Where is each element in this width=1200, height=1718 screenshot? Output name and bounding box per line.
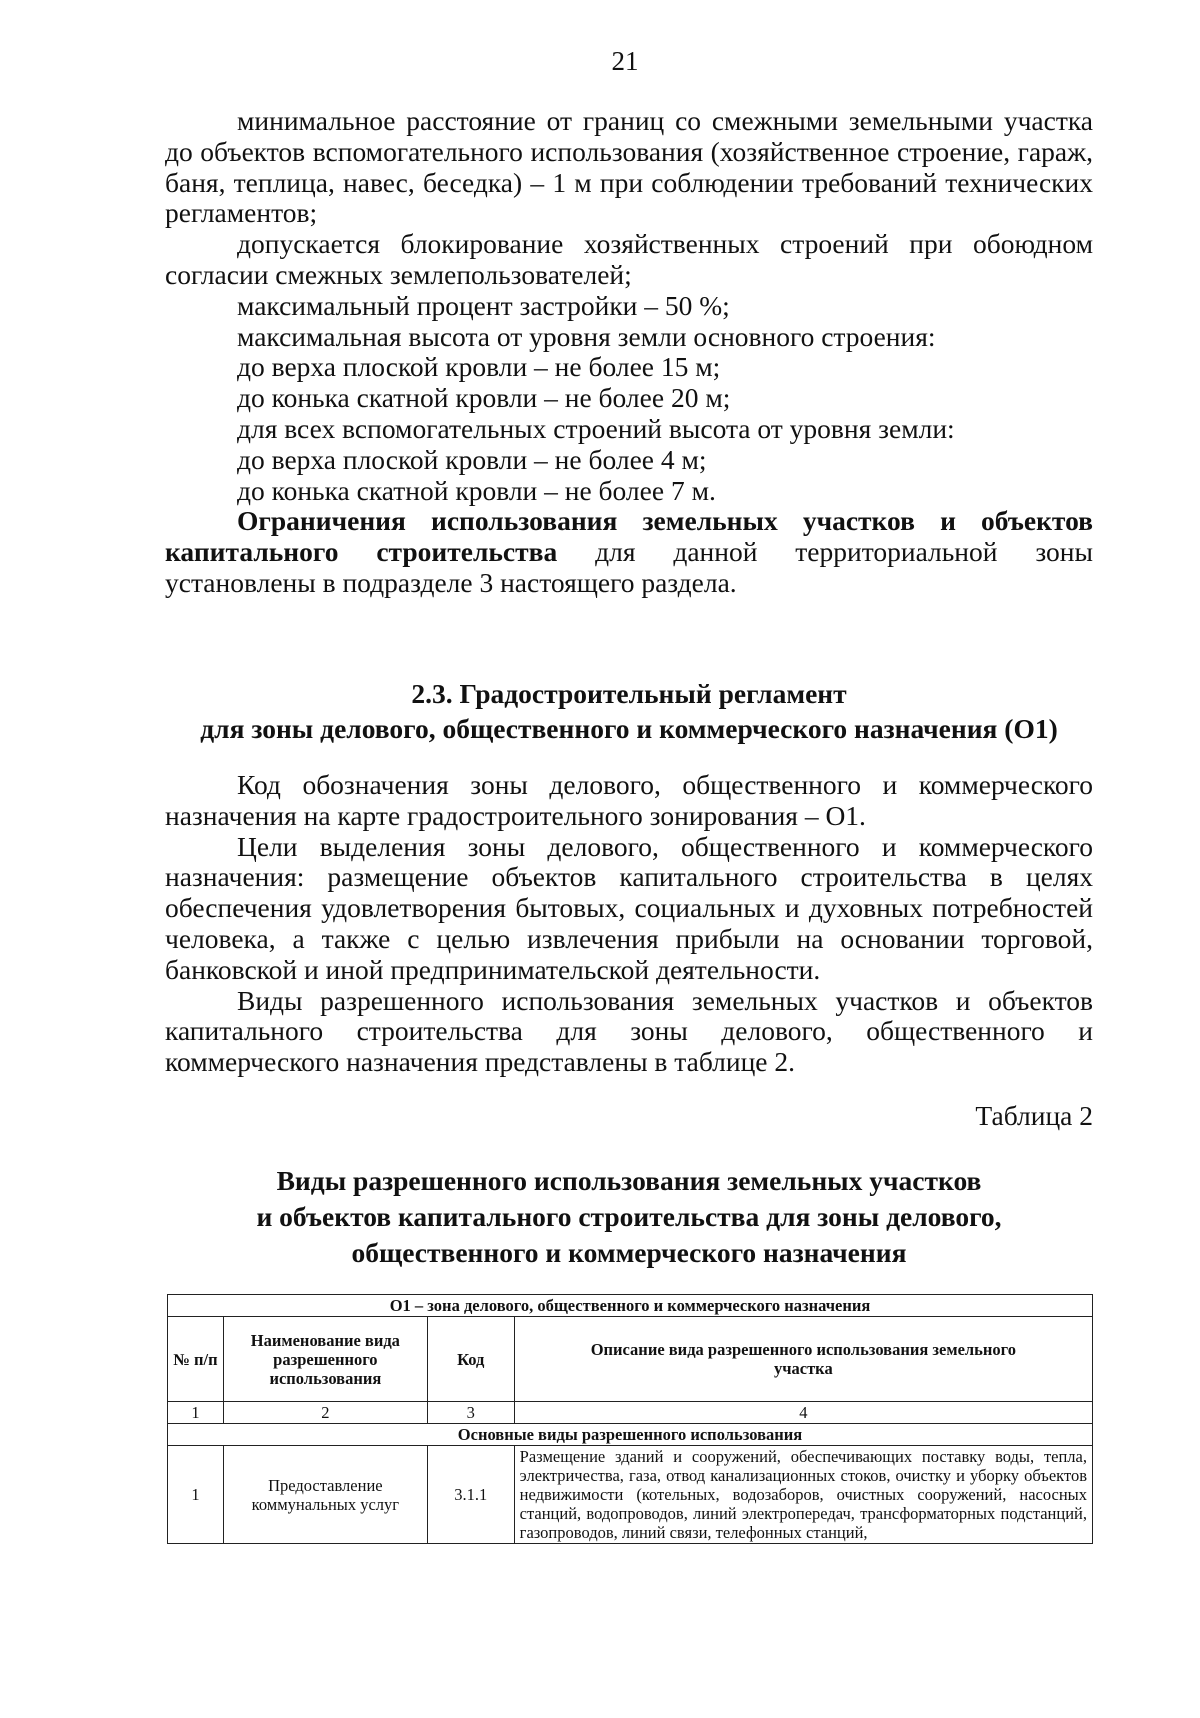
zone-row bbox=[168, 1295, 1093, 1317]
column-number: 4 bbox=[514, 1402, 1092, 1424]
section-cell: Основные виды разрешенного использования bbox=[168, 1424, 1093, 1446]
paragraph: Цели выделения зоны делового, общественного и коммерческого назначения: размещение объектов капитального строительства в целях обеспечения удовлетворения бытовых, социальных и духовных потребностей человека, а также с целью извлечения прибыли на основании торговой, банковской и иной предпринимательской деятельности. bbox=[165, 830, 1093, 985]
restrictions-bold: Ограничения использования земельных участков и объектов капитального строительства bbox=[165, 505, 1093, 568]
paragraph: до конька скатной кровли – не более 7 м. bbox=[237, 474, 716, 506]
header-desc: Описание вида разрешенного использования земельного участка bbox=[514, 1317, 1092, 1402]
row-desc: Размещение зданий и сооружений, обеспечивающих поставку воды, тепла, электричества, газа, отвод канализационных стоков, очистку и уборку объектов недвижимости (котельных, водозаборов, очистных сооружений, насосных станций, водопроводов, линий электропередач, трансформаторных подстанций, газопроводов, линий связи, телефонных станций, bbox=[514, 1446, 1092, 1544]
header-code: Код bbox=[427, 1317, 514, 1402]
table-title-line3: общественного и коммерческого назначения bbox=[351, 1237, 907, 1268]
paragraph: до конька скатной кровли – не более 20 м; bbox=[237, 382, 731, 414]
paragraph: Код обозначения зоны делового, общественного и коммерческого назначения на карте градостроительного зонирования – О1. bbox=[165, 769, 1093, 831]
page-number: 21 bbox=[611, 46, 639, 76]
zone-cell: О1 – зона делового, общественного и коммерческого назначения bbox=[168, 1295, 1093, 1317]
paragraph: допускается блокирование хозяйственных строений при обоюдном согласии смежных землепользователей; bbox=[165, 228, 1093, 290]
paragraph: до верха плоской кровли – не более 15 м; bbox=[237, 351, 721, 383]
paragraph: для всех вспомогательных строений высота от уровня земли: bbox=[237, 412, 955, 444]
column-number: 3 bbox=[427, 1402, 514, 1424]
paragraph: минимальное расстояние от границ со смежными земельными участка до объектов вспомогательного использования (хозяйственное строение, гараж, баня, теплица, навес, беседка) – 1 м при соблюдении требований технических регламентов; bbox=[165, 105, 1093, 229]
table-title-line1: Виды разрешенного использования земельных участков bbox=[276, 1165, 982, 1196]
requirements-block bbox=[165, 106, 1093, 599]
paragraph: до верха плоской кровли – не более 4 м; bbox=[237, 443, 707, 475]
row-code: 3.1.1 bbox=[427, 1446, 514, 1544]
table-label: Таблица 2 bbox=[975, 1100, 1093, 1131]
paragraph: максимальная высота от уровня земли основного строения: bbox=[237, 320, 936, 352]
paragraph: Виды разрешенного использования земельных участков и объектов капитального строительства для зоны делового, общественного и коммерческого назначения представлены в таблице 2. bbox=[165, 984, 1093, 1078]
section-heading-line1: 2.3. Градостроительный регламент bbox=[411, 678, 847, 709]
table-row bbox=[168, 1446, 1093, 1544]
column-number: 1 bbox=[168, 1402, 224, 1424]
column-number-row bbox=[168, 1402, 1093, 1424]
section-body bbox=[165, 770, 1093, 1078]
row-num: 1 bbox=[168, 1446, 224, 1544]
restrictions-paragraph bbox=[165, 506, 1093, 598]
header-num: № п/п bbox=[168, 1317, 224, 1402]
header-name: Наименование вида разрешенного использования bbox=[223, 1317, 427, 1402]
paragraph: максимальный процент застройки – 50 %; bbox=[237, 289, 730, 321]
column-number: 2 bbox=[223, 1402, 427, 1424]
row-name: Предоставление коммунальных услуг bbox=[223, 1446, 427, 1544]
section-heading bbox=[165, 676, 1093, 746]
regulation-table bbox=[167, 1294, 1093, 1544]
restrictions-rest: для данной территориальной зоны установлены в подразделе 3 настоящего раздела. bbox=[165, 536, 1093, 598]
section-row bbox=[168, 1424, 1093, 1446]
table-title-line2: и объектов капитального строительства для зоны делового, bbox=[256, 1201, 1002, 1232]
table-title bbox=[165, 1163, 1093, 1271]
section-heading-line2: для зоны делового, общественного и коммерческого назначения (О1) bbox=[200, 713, 1058, 744]
header-row bbox=[168, 1317, 1093, 1402]
